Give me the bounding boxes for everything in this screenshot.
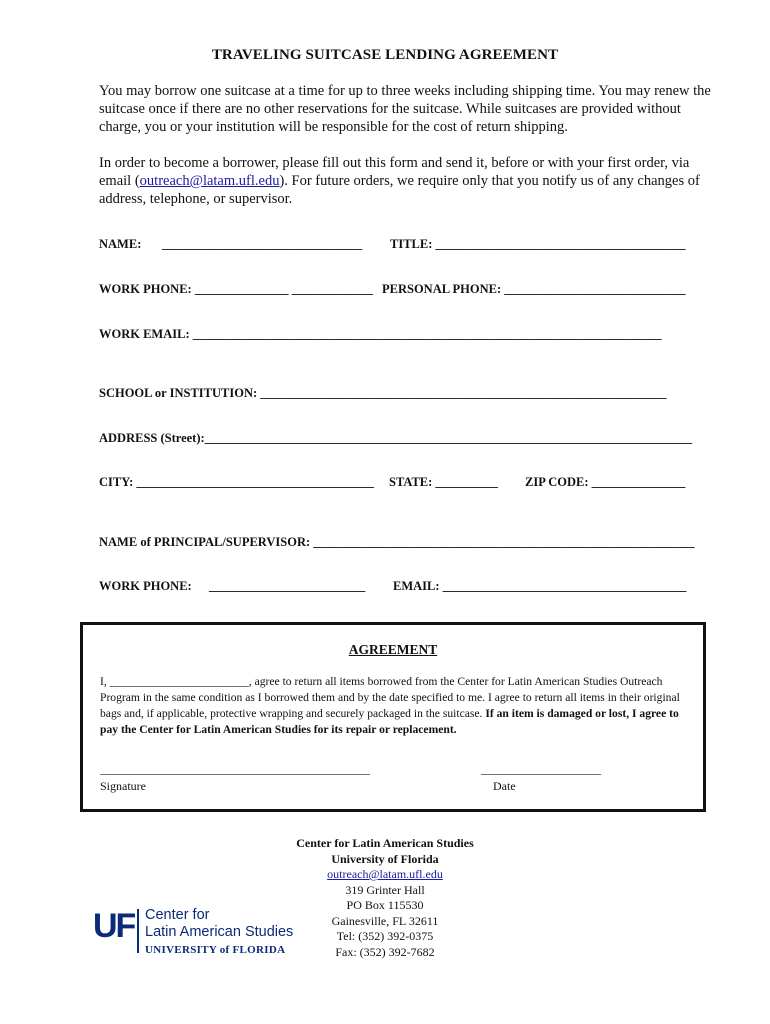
footer-org: Center for Latin American Studies (296, 836, 474, 850)
sup-work-phone-label: WORK PHONE: (99, 579, 192, 593)
logo-line-2: Latin American Studies (145, 924, 294, 940)
footer-tel: Tel: (352) 392-0375 (336, 929, 434, 943)
date-line[interactable]: ____________________ (481, 762, 601, 776)
name-field[interactable]: ________________________________ (162, 237, 362, 251)
email-link[interactable]: outreach@latam.ufl.edu (139, 173, 280, 189)
order-paragraph (99, 154, 719, 208)
signature-line[interactable]: _____________________________________________ (100, 762, 370, 776)
uf-logo-mark: UF (93, 907, 135, 945)
school-field[interactable]: SCHOOL or INSTITUTION: _________________________________________________________________ (99, 386, 667, 400)
agreement-text (100, 674, 695, 738)
work-phone-field[interactable]: WORK PHONE: _______________ _____________ (99, 282, 373, 296)
order-text-before: In order to become a borrower, please fill out this form and send it, before or with your first order, via email ( (99, 155, 690, 189)
footer-university: University of Florida (331, 851, 439, 866)
footer-fax: Fax: (352) 392-7682 (335, 944, 435, 959)
footer-address-1: 319 Grinter Hall (345, 882, 425, 897)
state-field[interactable]: STATE: __________ (389, 475, 498, 489)
uf-logo (93, 905, 303, 961)
agreement-box (80, 622, 706, 812)
logo-divider (137, 909, 139, 953)
agreement-body: I, ________________________, agree to return all items borrowed from the Center for Latin American Studies Outreach Program in the same condition as I borrowed them and by the date specified to me. I agree to return all items in their original bags and, if applicable, protective wrapping and securely packaged in the suitcase. (100, 675, 680, 720)
city-field[interactable]: CITY: ______________________________________ (99, 475, 374, 489)
date-label: Date (493, 779, 516, 793)
logo-line-3: UNIVERSITY of FLORIDA (145, 944, 286, 956)
signature-label: Signature (100, 779, 146, 793)
agreement-bold-clause: If an item is damaged or lost, I agree to pay the Center for Latin American Studies for its repair or replacement. (100, 707, 679, 736)
principal-field[interactable]: NAME of PRINCIPAL/SUPERVISOR: _____________________________________________________________ (99, 535, 695, 549)
footer-address-2: PO Box 115530 (346, 898, 424, 912)
sup-email-field[interactable]: EMAIL: _______________________________________ (393, 579, 687, 593)
personal-phone-field[interactable]: PERSONAL PHONE: _____________________________ (382, 282, 686, 296)
title-field[interactable]: TITLE: ________________________________________ (390, 237, 686, 251)
footer-email-link[interactable]: outreach@latam.ufl.edu (327, 867, 443, 881)
sup-work-phone-field[interactable]: _________________________ (209, 579, 366, 593)
name-label: NAME: (99, 237, 142, 251)
document-title: TRAVELING SUITCASE LENDING AGREEMENT (211, 47, 559, 63)
address-field[interactable]: ADDRESS (Street):______________________________________________________________________________ (99, 431, 693, 445)
footer-address-3: Gainesville, FL 32611 (331, 913, 439, 928)
zip-field[interactable]: ZIP CODE: _______________ (525, 475, 686, 489)
logo-line-1: Center for (145, 907, 210, 923)
order-text-after: ). For future orders, we require only that you notify us of any changes of address, telephone, or supervisor. (99, 173, 700, 207)
work-email-field[interactable]: WORK EMAIL: ___________________________________________________________________________ (99, 327, 662, 341)
intro-paragraph: You may borrow one suitcase at a time for up to three weeks including shipping time. You may renew the suitcase once if there are no other reservations for the suitcase. While suitcases are provided without charge, you or your institution will be responsible for the cost of return shipping. (99, 83, 711, 135)
agreement-heading: AGREEMENT (348, 642, 438, 657)
